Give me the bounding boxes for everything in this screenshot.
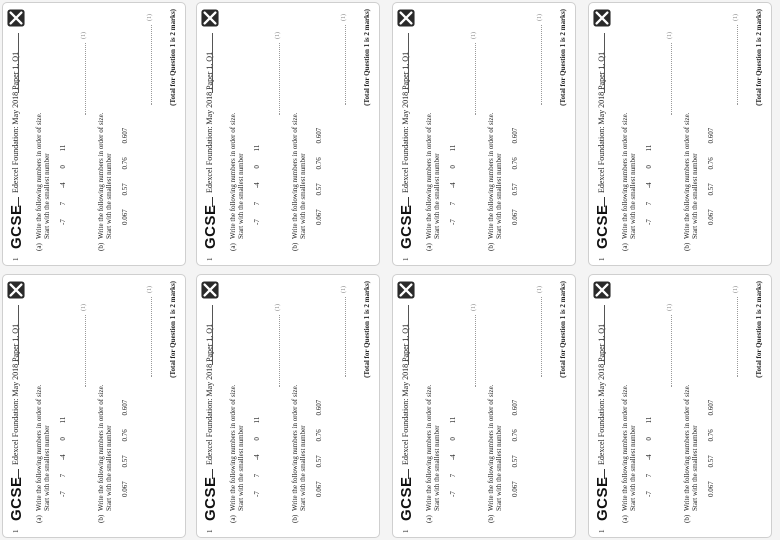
part-a-answer-line[interactable] xyxy=(279,315,280,387)
part-b-subinstruction: Start with the smallest number xyxy=(299,153,307,239)
number-item: -4 xyxy=(449,182,457,189)
number-item: 0.607 xyxy=(707,399,715,416)
part-a-label: (a) xyxy=(229,515,237,523)
part-a-mark: (1) xyxy=(667,304,673,311)
part-b-label: (b) xyxy=(683,242,691,251)
part-b-mark: (1) xyxy=(147,14,153,21)
part-b-label: (b) xyxy=(291,242,299,251)
number-item: 0.76 xyxy=(315,157,323,170)
header-dash xyxy=(18,469,19,479)
header-rule xyxy=(212,33,213,93)
part-b-instruction: Write the following numbers in order of size. xyxy=(487,384,495,511)
number-item: 0.57 xyxy=(121,183,129,196)
number-item: -4 xyxy=(645,182,653,189)
worksheet-card xyxy=(392,2,576,266)
question-number: 1 xyxy=(598,529,606,533)
part-a-instruction: Write the following numbers in order of size. xyxy=(425,112,433,239)
number-item: -4 xyxy=(449,454,457,461)
question-source: Edexcel Foundation: May 2018 Paper 1, Q1 xyxy=(597,51,606,193)
part-a-mark: (1) xyxy=(667,32,673,39)
number-item: 0.57 xyxy=(315,455,323,468)
part-a-answer-line[interactable] xyxy=(671,43,672,115)
gcse-logo-text: GCSE xyxy=(8,476,25,521)
header-dash xyxy=(408,469,409,479)
part-b-answer-line[interactable] xyxy=(737,297,738,377)
part-a-instruction: Write the following numbers in order of size. xyxy=(425,384,433,511)
part-b-subinstruction: Start with the smallest number xyxy=(105,153,113,239)
number-item: 7 xyxy=(59,473,67,478)
part-b-mark: (1) xyxy=(537,286,543,293)
mathsgenie-logo-icon xyxy=(201,281,219,299)
part-b-numbers xyxy=(511,116,519,225)
part-b-answer-line[interactable] xyxy=(345,25,346,105)
part-a-subinstruction: Start with the smallest number xyxy=(433,425,441,511)
part-b-label: (b) xyxy=(487,242,495,251)
question-total: (Total for Question 1 is 2 marks) xyxy=(559,9,567,106)
part-b-label: (b) xyxy=(291,514,299,523)
part-b-label: (b) xyxy=(97,242,105,251)
number-item: 7 xyxy=(59,201,67,206)
question-number: 1 xyxy=(402,257,410,261)
number-item: 0.57 xyxy=(511,183,519,196)
number-item: 7 xyxy=(645,473,653,478)
header-dash xyxy=(212,469,213,479)
question-source: Edexcel Foundation: May 2018 Paper 1, Q1 xyxy=(401,323,410,465)
part-a-instruction: Write the following numbers in order of size. xyxy=(229,112,237,239)
number-item: 0.57 xyxy=(511,455,519,468)
part-b-mark: (1) xyxy=(537,14,543,21)
number-item: 11 xyxy=(253,416,261,424)
number-item: 0.607 xyxy=(511,127,519,144)
part-b-subinstruction: Start with the smallest number xyxy=(691,153,699,239)
number-item: 0.57 xyxy=(121,455,129,468)
number-item: 7 xyxy=(449,201,457,206)
question-number: 1 xyxy=(12,257,20,261)
question-source: Edexcel Foundation: May 2018 Paper 1, Q1 xyxy=(205,323,214,465)
number-item: 0.76 xyxy=(315,429,323,442)
part-b-answer-line[interactable] xyxy=(345,297,346,377)
number-item: 0.57 xyxy=(315,183,323,196)
header-dash xyxy=(604,197,605,207)
number-item: 0.067 xyxy=(707,481,715,497)
gcse-logo-text: GCSE xyxy=(202,476,219,521)
number-item: 11 xyxy=(253,144,261,152)
worksheet-card xyxy=(196,274,380,538)
part-a-numbers xyxy=(59,133,67,225)
number-item: -4 xyxy=(253,454,261,461)
part-a-instruction: Write the following numbers in order of size. xyxy=(35,112,43,239)
number-item: 0 xyxy=(253,437,261,441)
number-item: 0 xyxy=(253,165,261,169)
part-a-label: (a) xyxy=(621,515,629,523)
part-a-numbers xyxy=(253,133,261,225)
number-item: 0 xyxy=(59,165,67,169)
number-item: -4 xyxy=(59,454,67,461)
part-b-instruction: Write the following numbers in order of size. xyxy=(683,384,691,511)
part-b-subinstruction: Start with the smallest number xyxy=(105,425,113,511)
gcse-logo-text: GCSE xyxy=(398,476,415,521)
part-a-numbers xyxy=(645,133,653,225)
number-item: 0.76 xyxy=(121,429,129,442)
number-item: 0.067 xyxy=(707,209,715,225)
part-a-label: (a) xyxy=(425,515,433,523)
number-item: -7 xyxy=(645,491,653,497)
header-rule xyxy=(604,305,605,365)
part-a-subinstruction: Start with the smallest number xyxy=(629,425,637,511)
part-a-subinstruction: Start with the smallest number xyxy=(237,153,245,239)
part-a-answer-line[interactable] xyxy=(475,315,476,387)
gcse-logo-text: GCSE xyxy=(8,204,25,249)
part-a-mark: (1) xyxy=(81,32,87,39)
part-a-instruction: Write the following numbers in order of size. xyxy=(621,384,629,511)
part-b-instruction: Write the following numbers in order of size. xyxy=(291,384,299,511)
question-source: Edexcel Foundation: May 2018 Paper 1, Q1 xyxy=(11,51,20,193)
part-a-numbers xyxy=(449,405,457,497)
number-item: 0.067 xyxy=(511,481,519,497)
question-number: 1 xyxy=(206,529,214,533)
part-b-label: (b) xyxy=(683,514,691,523)
header-dash xyxy=(408,197,409,207)
part-b-instruction: Write the following numbers in order of size. xyxy=(291,112,299,239)
number-item: 11 xyxy=(59,416,67,424)
part-a-numbers xyxy=(253,405,261,497)
number-item: 0.607 xyxy=(121,399,129,416)
number-item: 0.067 xyxy=(315,209,323,225)
worksheet-card xyxy=(588,2,772,266)
number-item: 0 xyxy=(449,165,457,169)
number-item: 11 xyxy=(59,144,67,152)
part-a-mark: (1) xyxy=(275,304,281,311)
mathsgenie-logo-icon xyxy=(593,9,611,27)
number-item: 0.067 xyxy=(121,209,129,225)
part-a-numbers xyxy=(449,133,457,225)
mathsgenie-logo-icon xyxy=(593,281,611,299)
part-a-numbers xyxy=(645,405,653,497)
number-item: 0.607 xyxy=(121,127,129,144)
question-total: (Total for Question 1 is 2 marks) xyxy=(559,281,567,378)
number-item: 0.57 xyxy=(707,455,715,468)
question-total: (Total for Question 1 is 2 marks) xyxy=(363,9,371,106)
header-rule xyxy=(604,33,605,93)
part-a-mark: (1) xyxy=(471,32,477,39)
part-b-numbers xyxy=(121,388,129,497)
number-item: -7 xyxy=(59,491,67,497)
part-b-subinstruction: Start with the smallest number xyxy=(495,425,503,511)
number-item: 0.607 xyxy=(511,399,519,416)
part-b-numbers xyxy=(707,388,715,497)
number-item: -7 xyxy=(253,491,261,497)
part-a-label: (a) xyxy=(35,515,43,523)
part-a-mark: (1) xyxy=(275,32,281,39)
number-item: 0.76 xyxy=(707,157,715,170)
question-number: 1 xyxy=(206,257,214,261)
number-item: -4 xyxy=(645,454,653,461)
part-b-instruction: Write the following numbers in order of size. xyxy=(97,384,105,511)
number-item: 0 xyxy=(59,437,67,441)
number-item: 0.76 xyxy=(121,157,129,170)
header-rule xyxy=(408,33,409,93)
number-item: 0 xyxy=(645,165,653,169)
part-b-answer-line[interactable] xyxy=(151,25,152,105)
gcse-logo-text: GCSE xyxy=(594,476,611,521)
number-item: 0.57 xyxy=(707,183,715,196)
part-a-mark: (1) xyxy=(81,304,87,311)
number-item: 0.76 xyxy=(511,429,519,442)
part-b-answer-line[interactable] xyxy=(151,297,152,377)
number-item: -7 xyxy=(449,219,457,225)
header-rule xyxy=(408,305,409,365)
header-rule xyxy=(212,305,213,365)
part-b-numbers xyxy=(511,388,519,497)
question-number: 1 xyxy=(12,529,20,533)
number-item: -7 xyxy=(253,219,261,225)
question-total: (Total for Question 1 is 2 marks) xyxy=(755,281,763,378)
question-number: 1 xyxy=(402,529,410,533)
gcse-logo-text: GCSE xyxy=(202,204,219,249)
part-b-answer-line[interactable] xyxy=(541,297,542,377)
number-item: -7 xyxy=(59,219,67,225)
number-item: 0.607 xyxy=(315,399,323,416)
part-a-label: (a) xyxy=(621,243,629,251)
part-a-numbers xyxy=(59,405,67,497)
question-source: Edexcel Foundation: May 2018 Paper 1, Q1 xyxy=(11,323,20,465)
number-item: -7 xyxy=(645,219,653,225)
part-b-numbers xyxy=(707,116,715,225)
part-b-numbers xyxy=(315,116,323,225)
part-a-subinstruction: Start with the smallest number xyxy=(433,153,441,239)
part-a-subinstruction: Start with the smallest number xyxy=(43,153,51,239)
number-item: 7 xyxy=(253,473,261,478)
part-a-label: (a) xyxy=(229,243,237,251)
number-item: 11 xyxy=(449,416,457,424)
part-b-mark: (1) xyxy=(341,286,347,293)
number-item: 0.607 xyxy=(315,127,323,144)
part-b-answer-line[interactable] xyxy=(541,25,542,105)
part-b-mark: (1) xyxy=(341,14,347,21)
part-a-instruction: Write the following numbers in order of size. xyxy=(229,384,237,511)
worksheet-card xyxy=(2,2,186,266)
number-item: 0.76 xyxy=(511,157,519,170)
number-item: 0.067 xyxy=(511,209,519,225)
part-b-mark: (1) xyxy=(733,286,739,293)
mathsgenie-logo-icon xyxy=(7,9,25,27)
number-item: -4 xyxy=(253,182,261,189)
part-a-answer-line[interactable] xyxy=(671,315,672,387)
part-a-instruction: Write the following numbers in order of size. xyxy=(621,112,629,239)
part-b-mark: (1) xyxy=(147,286,153,293)
header-dash xyxy=(18,197,19,207)
part-b-instruction: Write the following numbers in order of size. xyxy=(97,112,105,239)
question-source: Edexcel Foundation: May 2018 Paper 1, Q1 xyxy=(597,323,606,465)
header-dash xyxy=(604,469,605,479)
part-b-instruction: Write the following numbers in order of size. xyxy=(683,112,691,239)
number-item: 7 xyxy=(449,473,457,478)
part-a-answer-line[interactable] xyxy=(85,315,86,387)
part-b-numbers xyxy=(315,388,323,497)
part-b-numbers xyxy=(121,116,129,225)
number-item: 0.067 xyxy=(315,481,323,497)
part-b-label: (b) xyxy=(487,514,495,523)
question-total: (Total for Question 1 is 2 marks) xyxy=(169,9,177,106)
part-a-answer-line[interactable] xyxy=(475,43,476,115)
part-b-instruction: Write the following numbers in order of size. xyxy=(487,112,495,239)
header-rule xyxy=(18,33,19,93)
mathsgenie-logo-icon xyxy=(201,9,219,27)
part-a-label: (a) xyxy=(35,243,43,251)
number-item: 11 xyxy=(645,416,653,424)
worksheet-card xyxy=(588,274,772,538)
worksheet-card xyxy=(392,274,576,538)
question-source: Edexcel Foundation: May 2018 Paper 1, Q1 xyxy=(205,51,214,193)
question-number: 1 xyxy=(598,257,606,261)
mathsgenie-logo-icon xyxy=(7,281,25,299)
mathsgenie-logo-icon xyxy=(397,9,415,27)
question-total: (Total for Question 1 is 2 marks) xyxy=(169,281,177,378)
number-item: -7 xyxy=(449,491,457,497)
part-b-subinstruction: Start with the smallest number xyxy=(691,425,699,511)
part-b-label: (b) xyxy=(97,514,105,523)
number-item: 7 xyxy=(645,201,653,206)
part-a-instruction: Write the following numbers in order of size. xyxy=(35,384,43,511)
number-item: 0 xyxy=(645,437,653,441)
gcse-logo-text: GCSE xyxy=(594,204,611,249)
number-item: 11 xyxy=(449,144,457,152)
part-a-answer-line[interactable] xyxy=(279,43,280,115)
number-item: 7 xyxy=(253,201,261,206)
header-dash xyxy=(212,197,213,207)
part-a-subinstruction: Start with the smallest number xyxy=(629,153,637,239)
part-a-answer-line[interactable] xyxy=(85,43,86,115)
worksheet-card xyxy=(2,274,186,538)
part-a-mark: (1) xyxy=(471,304,477,311)
number-item: 0.76 xyxy=(707,429,715,442)
number-item: -4 xyxy=(59,182,67,189)
part-b-mark: (1) xyxy=(733,14,739,21)
number-item: 0 xyxy=(449,437,457,441)
part-b-subinstruction: Start with the smallest number xyxy=(299,425,307,511)
number-item: 0.067 xyxy=(121,481,129,497)
number-item: 0.607 xyxy=(707,127,715,144)
question-source: Edexcel Foundation: May 2018 Paper 1, Q1 xyxy=(401,51,410,193)
number-item: 11 xyxy=(645,144,653,152)
question-total: (Total for Question 1 is 2 marks) xyxy=(755,9,763,106)
question-total: (Total for Question 1 is 2 marks) xyxy=(363,281,371,378)
part-a-label: (a) xyxy=(425,243,433,251)
header-rule xyxy=(18,305,19,365)
part-a-subinstruction: Start with the smallest number xyxy=(237,425,245,511)
part-a-subinstruction: Start with the smallest number xyxy=(43,425,51,511)
part-b-subinstruction: Start with the smallest number xyxy=(495,153,503,239)
part-b-answer-line[interactable] xyxy=(737,25,738,105)
worksheet-card xyxy=(196,2,380,266)
mathsgenie-logo-icon xyxy=(397,281,415,299)
gcse-logo-text: GCSE xyxy=(398,204,415,249)
